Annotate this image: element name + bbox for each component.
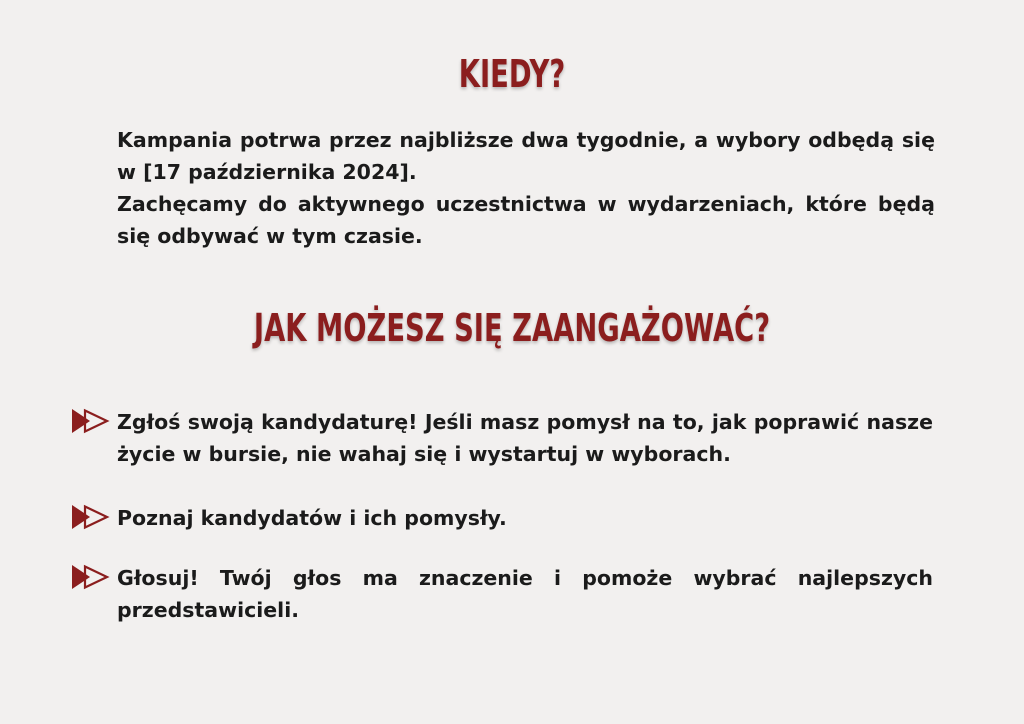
bullet-text-vote: Głosuj! Twój głos ma znaczenie i pomoże wybrać najlepszych przedstawicieli. [117, 566, 933, 622]
paragraph-campaign-duration: Kampania potrwa przez najbliższe dwa tygodnie, a wybory odbędą się w [17 października 2024]. [117, 128, 935, 184]
bullet-text-candidacy: Zgłoś swoją kandydaturę! Jeśli masz pomysł na to, jak poprawić nasze życie w bursie, nie wahaj się i wystartuj w wyborach. [117, 410, 933, 466]
paragraph-encouragement: Zachęcamy do aktywnego uczestnictwa w wydarzeniach, które będą się odbywać w tym czasie. [117, 192, 935, 248]
double-arrow-right-icon [70, 408, 110, 434]
double-arrow-right-icon [70, 564, 110, 590]
heading-when: KIEDY? [458, 52, 566, 96]
bullet-text-meet-candidates: Poznaj kandydatów i ich pomysły. [117, 506, 507, 530]
heading-how-to-engage: JAK MOŻESZ SIĘ ZAANGAŻOWAĆ? [253, 306, 771, 350]
double-arrow-right-icon [70, 504, 110, 530]
